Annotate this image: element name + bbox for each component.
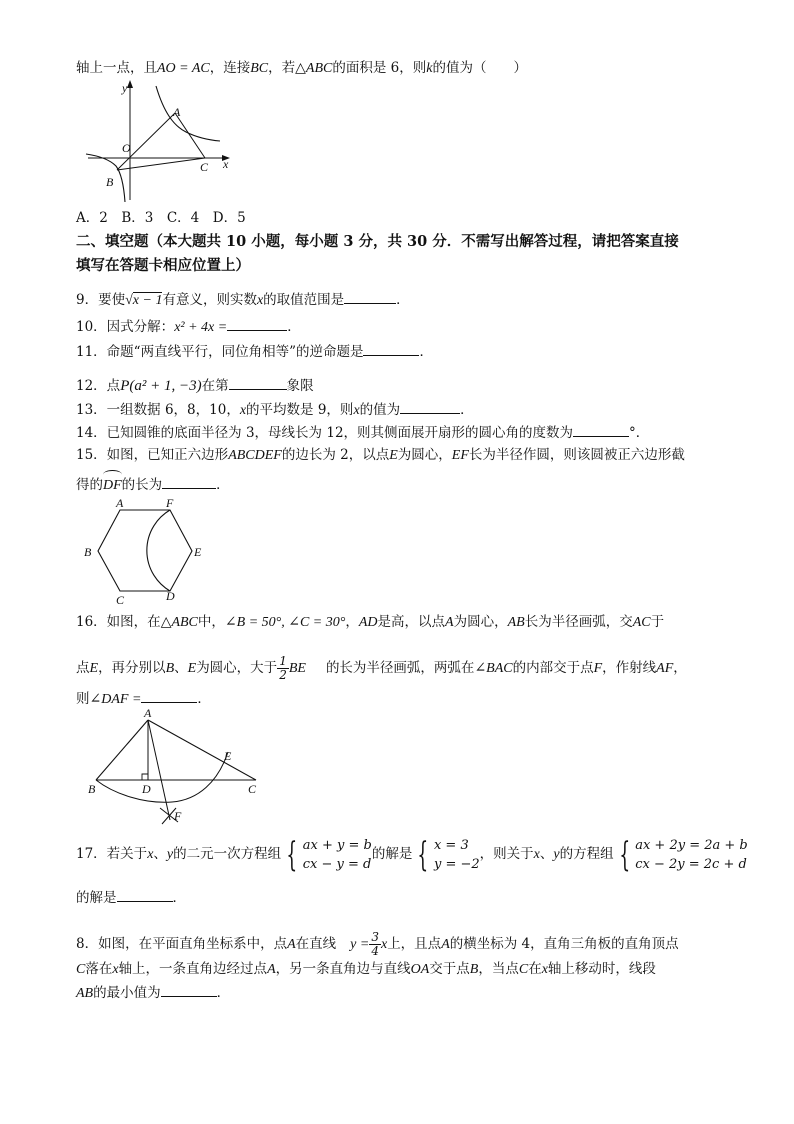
label-d: D bbox=[166, 589, 175, 603]
brace: { bbox=[286, 834, 298, 875]
math-expr: x bbox=[533, 847, 540, 862]
math-expr: x bbox=[256, 293, 264, 308]
math-expr: x bbox=[541, 962, 548, 977]
brace: { bbox=[618, 834, 630, 875]
text: 13．一组数据 6，8，10， bbox=[76, 402, 240, 418]
denominator: 2 bbox=[279, 668, 287, 682]
text: 是高，以点 bbox=[377, 614, 446, 630]
hexagon bbox=[98, 510, 192, 591]
equation-system-1 bbox=[303, 836, 372, 874]
math-expr: E bbox=[389, 448, 398, 463]
question-9 bbox=[76, 289, 410, 311]
math-expr: OA bbox=[410, 962, 430, 977]
math-expr: y bbox=[553, 847, 560, 862]
text: ，另一条直角边与直线 bbox=[275, 961, 411, 977]
q8-continuation bbox=[76, 58, 527, 79]
text: 的值为 bbox=[359, 402, 401, 418]
math-expr: ABCDEF bbox=[228, 448, 282, 463]
text: ，再分别以 bbox=[98, 660, 166, 676]
text: 的内部交于点 bbox=[512, 660, 594, 676]
text: ． bbox=[216, 985, 231, 1001]
math-expr: E bbox=[89, 661, 99, 676]
question-18-line3 bbox=[76, 982, 230, 1004]
text: 为圆心， bbox=[397, 447, 452, 463]
math-expr: AB bbox=[76, 986, 94, 1001]
math-expr: EF bbox=[451, 448, 469, 463]
equation: y = −2 bbox=[433, 856, 480, 872]
text: 9．要使 bbox=[76, 292, 126, 308]
text: 象限 bbox=[286, 378, 314, 394]
label-c: C bbox=[248, 782, 257, 796]
figure-triangle-construction bbox=[84, 708, 274, 832]
question-11 bbox=[76, 341, 433, 362]
math-expr: A bbox=[445, 615, 454, 630]
equation: ax + y = b bbox=[302, 837, 372, 853]
math-expr: ∠BAC bbox=[474, 661, 513, 676]
text: 12．点 bbox=[76, 378, 121, 394]
math-expr: k bbox=[426, 61, 433, 76]
question-17-line2 bbox=[76, 887, 186, 908]
label-c: C bbox=[116, 593, 125, 607]
math-expr: x bbox=[147, 847, 154, 862]
text: ， bbox=[673, 660, 687, 676]
text: ，当点 bbox=[478, 961, 519, 977]
text: ， bbox=[345, 614, 359, 630]
math-expr: AC bbox=[632, 615, 651, 630]
question-15-line1 bbox=[76, 445, 685, 466]
text: 轴上一点，且 bbox=[76, 60, 157, 76]
text: °． bbox=[629, 425, 650, 441]
math-expr: A bbox=[287, 937, 296, 952]
text: 的二元一次方程组 bbox=[173, 846, 282, 862]
text: 14．已知圆锥的底面半径为 3，母线长为 12，则其侧面展开扇形的圆心角的度数为 bbox=[76, 425, 574, 441]
text: 的方程组 bbox=[559, 846, 614, 862]
text: 11．命题“两直线平行，同位角相等”的逆命题是 bbox=[76, 344, 364, 360]
math-expr: P(a² + 1, −3) bbox=[120, 378, 202, 394]
question-14 bbox=[76, 422, 649, 443]
label-o: O bbox=[122, 141, 131, 155]
math-expr: C bbox=[76, 962, 86, 977]
math-expr: x bbox=[380, 937, 388, 952]
question-12 bbox=[76, 375, 314, 396]
text: 上，且点 bbox=[387, 936, 442, 952]
label-d: D bbox=[142, 782, 151, 796]
denominator: 4 bbox=[371, 944, 379, 958]
text: 交于点 bbox=[429, 961, 470, 977]
answer-blank[interactable] bbox=[229, 375, 287, 390]
label-a: A bbox=[116, 496, 124, 510]
text: 则 bbox=[76, 691, 90, 707]
answer-blank[interactable] bbox=[117, 887, 173, 902]
math-expr: A bbox=[267, 962, 276, 977]
math-expr: ∠B = 50°, ∠C = 30° bbox=[224, 615, 346, 630]
text: 16．如图，在 bbox=[76, 614, 161, 630]
text: 、 bbox=[539, 846, 554, 862]
figure-hyperbola bbox=[80, 78, 240, 208]
numerator: 1 bbox=[279, 654, 287, 668]
right-angle-mark bbox=[142, 774, 148, 780]
question-10 bbox=[76, 316, 301, 338]
text: ． bbox=[396, 292, 410, 308]
label-x: x bbox=[223, 157, 229, 171]
text: 点 bbox=[76, 660, 90, 676]
question-13 bbox=[76, 399, 474, 421]
segment-ac bbox=[148, 720, 256, 780]
sqrt-expr: √x − 1 bbox=[125, 293, 163, 308]
math-expr: AB bbox=[507, 615, 525, 630]
label-b: B bbox=[106, 175, 114, 189]
section-2-heading-line2: 填写在答题卡相应位置上） bbox=[76, 257, 250, 274]
text: ． bbox=[216, 477, 230, 493]
text: 中， bbox=[197, 614, 225, 630]
q8-options: A．2 B．3 C．4 D．5 bbox=[76, 210, 246, 226]
radicand: x − 1 bbox=[132, 293, 163, 308]
answer-blank[interactable] bbox=[162, 474, 216, 489]
text: ． bbox=[287, 319, 301, 335]
text: 为圆心，大于 bbox=[196, 660, 278, 676]
segment-ab bbox=[96, 720, 148, 780]
text: 8．如图，在平面直角坐标系中，点 bbox=[76, 936, 288, 952]
text: 、 bbox=[153, 846, 167, 862]
math-expr: △ABC bbox=[295, 61, 333, 76]
text: 、 bbox=[174, 660, 188, 676]
numerator: 3 bbox=[371, 930, 379, 944]
text: 的面积是 6，则 bbox=[332, 60, 427, 76]
math-expr: y bbox=[166, 847, 174, 862]
math-expr: C bbox=[518, 962, 529, 977]
text: 于 bbox=[650, 614, 665, 630]
math-expr: AD bbox=[358, 615, 378, 630]
question-16-line2 bbox=[76, 650, 687, 687]
figure-hexagon bbox=[80, 496, 210, 608]
answer-blank[interactable] bbox=[141, 688, 197, 703]
fraction-three-quarters bbox=[369, 931, 381, 958]
arc-label: DF bbox=[103, 478, 122, 493]
label-y: y bbox=[122, 81, 128, 95]
equation-system-2 bbox=[434, 836, 480, 874]
text: ． bbox=[460, 402, 474, 418]
question-16-line1 bbox=[76, 612, 664, 633]
answer-blank[interactable] bbox=[161, 982, 217, 997]
text: ，作射线 bbox=[602, 660, 657, 676]
label-f: F bbox=[174, 809, 182, 823]
fraction-half bbox=[277, 655, 289, 682]
text: 得的 bbox=[76, 477, 103, 493]
answer-blank[interactable] bbox=[227, 316, 287, 331]
label-f: F bbox=[166, 496, 174, 510]
text: 有意义，则实数 bbox=[162, 292, 257, 308]
question-16-line3 bbox=[76, 688, 211, 710]
question-18-line2 bbox=[76, 959, 656, 980]
label-b: B bbox=[84, 545, 92, 559]
text: 在 bbox=[528, 961, 542, 977]
arc-be bbox=[96, 752, 228, 802]
math-expr: x bbox=[112, 962, 119, 977]
text: ，连接 bbox=[209, 60, 251, 76]
label-a: A bbox=[144, 708, 152, 720]
math-expr: x² + 4x = bbox=[174, 320, 228, 335]
answer-blank[interactable] bbox=[344, 289, 396, 304]
label-b: B bbox=[88, 782, 96, 796]
equation-system-3 bbox=[635, 836, 748, 874]
text: 为圆心， bbox=[453, 614, 508, 630]
label-a: A bbox=[173, 105, 181, 119]
text: 的解是 bbox=[371, 846, 413, 862]
question-17-line1 bbox=[76, 832, 748, 877]
segment-ac bbox=[175, 113, 205, 158]
math-expr: F bbox=[593, 661, 603, 676]
text: 在第 bbox=[201, 378, 229, 394]
text: ，若 bbox=[268, 60, 296, 76]
text: 的横坐标为 4，直角三角板的直角顶点 bbox=[449, 936, 679, 952]
equation: ax + 2y = 2a + b bbox=[635, 837, 748, 853]
answer-blank[interactable] bbox=[400, 399, 460, 414]
text: 在直线 bbox=[295, 936, 337, 952]
answer-blank[interactable] bbox=[363, 341, 419, 356]
math-expr: y = bbox=[350, 937, 370, 952]
text: ． bbox=[197, 691, 211, 707]
text: ． bbox=[419, 344, 433, 360]
math-expr: AO = AC bbox=[157, 61, 210, 76]
text: 的长为 bbox=[121, 477, 163, 493]
math-expr: A bbox=[441, 937, 450, 952]
math-expr: x bbox=[239, 403, 247, 418]
math-expr: E bbox=[187, 661, 197, 676]
text: 的最小值为 bbox=[93, 985, 161, 1001]
arc-df bbox=[147, 510, 170, 591]
answer-blank[interactable] bbox=[573, 422, 629, 437]
math-expr: AF bbox=[656, 661, 674, 676]
ray-af bbox=[148, 720, 170, 820]
text: 轴上移动时，线段 bbox=[547, 961, 656, 977]
text: ． bbox=[172, 890, 186, 906]
text: 落在 bbox=[85, 961, 113, 977]
arc-symbol bbox=[103, 470, 122, 479]
arc-notation bbox=[103, 476, 122, 496]
math-expr: BC bbox=[250, 61, 269, 76]
question-18-line1 bbox=[76, 926, 679, 963]
text: 的取值范围是 bbox=[263, 292, 345, 308]
text: 的解是 bbox=[76, 890, 117, 906]
text: 10．因式分解： bbox=[76, 319, 175, 335]
text: 的边长为 2，以点 bbox=[281, 447, 390, 463]
label-c: C bbox=[200, 160, 209, 174]
equation: cx − 2y = 2c + d bbox=[635, 856, 747, 872]
brace: { bbox=[417, 834, 429, 875]
text: 轴上，一条直角边经过点 bbox=[118, 961, 268, 977]
question-15-line2 bbox=[76, 474, 230, 496]
math-expr: x bbox=[353, 403, 360, 418]
text: 的长为半径画弧，两弧在 bbox=[325, 660, 475, 676]
y-axis-arrow bbox=[127, 80, 133, 88]
text: 的值为（ ） bbox=[432, 60, 527, 76]
section-2-heading-line1: 二、填空题（本大题共 10 小题，每小题 3 分，共 30 分．不需写出解答过程，请把答案直接 bbox=[76, 233, 679, 250]
text: ，则关于 bbox=[479, 846, 534, 862]
text: 长为半径画弧，交 bbox=[524, 614, 633, 630]
text: 的平均数是 9，则 bbox=[246, 402, 354, 418]
math-expr: B bbox=[165, 661, 175, 676]
math-expr: ∠DAF = bbox=[89, 692, 142, 707]
label-e: E bbox=[194, 545, 202, 559]
text: 17．若关于 bbox=[76, 846, 148, 862]
equation: x = 3 bbox=[433, 837, 469, 853]
text: 长为半径作圆，则该圆被正六边形截 bbox=[468, 447, 685, 463]
label-e: E bbox=[224, 749, 232, 763]
math-expr: B bbox=[469, 962, 479, 977]
text: 15．如图，已知正六边形 bbox=[76, 447, 229, 463]
equation: cx − y = d bbox=[302, 856, 372, 872]
math-expr: △ABC bbox=[160, 615, 198, 630]
math-expr: BE bbox=[288, 661, 306, 676]
